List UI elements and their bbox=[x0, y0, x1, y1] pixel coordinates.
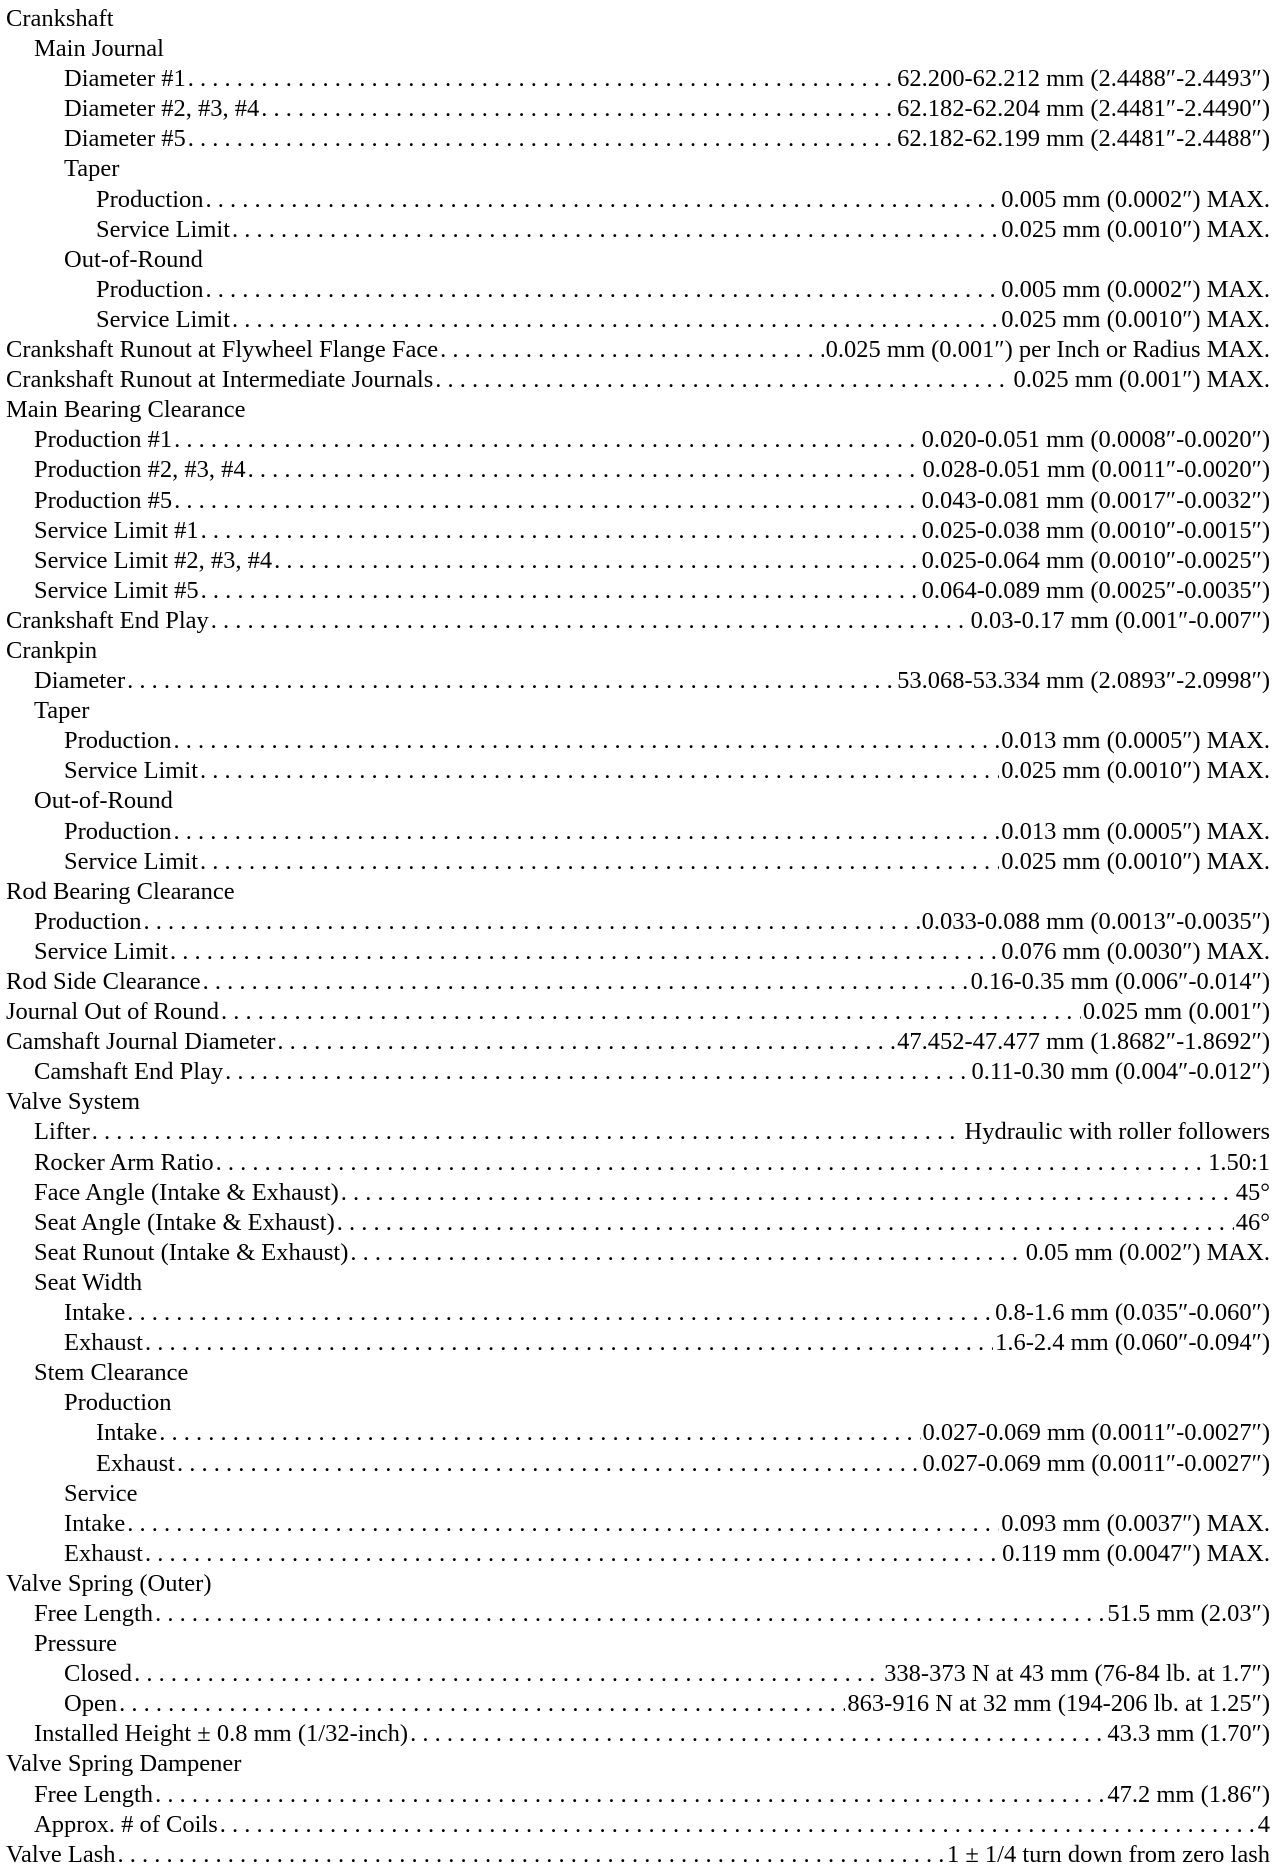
spec-value: 62.182-62.199 mm (2.4481″-2.4488″) bbox=[897, 125, 1270, 153]
spec-label: Service Limit bbox=[96, 305, 231, 333]
dot-leader bbox=[350, 1238, 1023, 1268]
spec-value: 51.5 mm (2.03″) bbox=[1107, 1599, 1270, 1627]
spec-row bbox=[6, 1057, 1270, 1087]
spec-value: 338-373 N at 43 mm (76-84 lb. at 1.7″) bbox=[884, 1660, 1270, 1688]
spec-value: 0.025-0.064 mm (0.0010″-0.0025″) bbox=[921, 546, 1270, 574]
spec-row bbox=[6, 124, 1270, 154]
spec-label: Production bbox=[34, 907, 142, 935]
spec-heading bbox=[6, 786, 1270, 816]
dot-leader bbox=[174, 726, 1000, 756]
dot-leader bbox=[248, 455, 921, 485]
spec-value: 1.6-2.4 mm (0.060″-0.094″) bbox=[995, 1329, 1270, 1357]
dot-leader bbox=[174, 817, 1000, 847]
spec-row bbox=[6, 1509, 1270, 1539]
spec-value: 0.005 mm (0.0002″) MAX. bbox=[1001, 275, 1270, 303]
spec-row bbox=[6, 546, 1270, 576]
spec-label: Diameter #5 bbox=[64, 125, 186, 153]
dot-leader bbox=[435, 365, 1011, 395]
spec-heading bbox=[6, 696, 1270, 726]
dot-leader bbox=[177, 1449, 921, 1479]
spec-label: Closed bbox=[64, 1660, 133, 1688]
dot-leader bbox=[232, 215, 999, 245]
spec-label: Exhaust bbox=[64, 1539, 143, 1567]
spec-label: Service Limit #5 bbox=[34, 576, 199, 604]
spec-label: Rocker Arm Ratio bbox=[34, 1148, 214, 1176]
spec-heading bbox=[6, 1358, 1270, 1388]
spec-row bbox=[6, 1840, 1270, 1870]
dot-leader bbox=[127, 1298, 993, 1328]
spec-value: 0.025-0.038 mm (0.0010″-0.0015″) bbox=[921, 516, 1270, 544]
spec-row bbox=[6, 847, 1270, 877]
spec-row bbox=[6, 1328, 1270, 1358]
spec-label: Main Bearing Clearance bbox=[6, 396, 246, 424]
spec-row bbox=[6, 275, 1270, 305]
dot-leader bbox=[188, 64, 895, 94]
dot-leader bbox=[220, 1810, 1256, 1840]
spec-value: Hydraulic with roller followers bbox=[964, 1118, 1270, 1146]
spec-label: Service Limit bbox=[64, 757, 199, 785]
spec-heading bbox=[6, 1268, 1270, 1298]
spec-label: Taper bbox=[64, 155, 120, 183]
spec-heading bbox=[6, 34, 1270, 64]
spec-value: 46° bbox=[1235, 1208, 1270, 1236]
spec-label: Diameter #1 bbox=[64, 65, 186, 93]
spec-label: Rod Bearing Clearance bbox=[6, 877, 235, 905]
dot-leader bbox=[145, 1328, 993, 1358]
spec-label: Diameter #2, #3, #4 bbox=[64, 95, 260, 123]
spec-value: 0.025 mm (0.0010″) MAX. bbox=[1001, 847, 1270, 875]
spec-value: 1 ± 1/4 turn down from zero lash bbox=[946, 1840, 1270, 1868]
spec-label: Production bbox=[64, 727, 172, 755]
spec-label: Exhaust bbox=[64, 1329, 143, 1357]
spec-label: Production #5 bbox=[34, 486, 173, 514]
spec-row bbox=[6, 1539, 1270, 1569]
spec-row bbox=[6, 997, 1270, 1027]
spec-row bbox=[6, 1780, 1270, 1810]
dot-leader bbox=[144, 907, 920, 937]
spec-row bbox=[6, 455, 1270, 485]
spec-label: Service Limit #2, #3, #4 bbox=[34, 546, 273, 574]
spec-value: 863-916 N at 32 mm (194-206 lb. at 1.25″) bbox=[847, 1690, 1270, 1718]
dot-leader bbox=[221, 997, 1081, 1027]
spec-label: Crankshaft Runout at Intermediate Journals bbox=[6, 366, 434, 394]
spec-heading bbox=[6, 1569, 1270, 1599]
spec-label: Free Length bbox=[34, 1599, 154, 1627]
dot-leader bbox=[119, 1689, 845, 1719]
spec-row bbox=[6, 937, 1270, 967]
spec-value: 47.452-47.477 mm (1.8682″-1.8692″) bbox=[897, 1028, 1270, 1056]
spec-label: Valve Lash bbox=[6, 1840, 116, 1868]
spec-heading bbox=[6, 1087, 1270, 1117]
spec-value: 62.200-62.212 mm (2.4488″-2.4493″) bbox=[897, 65, 1270, 93]
dot-leader bbox=[211, 606, 969, 636]
spec-label: Service Limit bbox=[64, 847, 199, 875]
spec-row bbox=[6, 215, 1270, 245]
spec-value: 0.005 mm (0.0002″) MAX. bbox=[1001, 185, 1270, 213]
spec-row bbox=[6, 1599, 1270, 1629]
dot-leader bbox=[155, 1599, 1105, 1629]
dot-leader bbox=[174, 486, 919, 516]
spec-label: Service Limit #1 bbox=[34, 516, 199, 544]
spec-label: Seat Width bbox=[34, 1268, 143, 1296]
spec-heading bbox=[6, 1629, 1270, 1659]
spec-value: 43.3 mm (1.70″) bbox=[1107, 1720, 1270, 1748]
spec-value: 0.025 mm (0.0010″) MAX. bbox=[1001, 757, 1270, 785]
spec-label: Valve System bbox=[6, 1088, 141, 1116]
spec-label: Valve Spring Dampener bbox=[6, 1750, 242, 1778]
spec-row bbox=[6, 756, 1270, 786]
spec-label: Exhaust bbox=[96, 1449, 175, 1477]
spec-value: 0.025 mm (0.001″) per Inch or Radius MAX. bbox=[825, 336, 1270, 364]
dot-leader bbox=[145, 1539, 1000, 1569]
dot-leader bbox=[155, 1780, 1105, 1810]
dot-leader bbox=[188, 124, 895, 154]
spec-row bbox=[6, 576, 1270, 606]
spec-value: 0.8-1.6 mm (0.035″-0.060″) bbox=[995, 1299, 1270, 1327]
spec-row bbox=[6, 1178, 1270, 1208]
dot-leader bbox=[216, 1148, 1206, 1178]
spec-row bbox=[6, 1238, 1270, 1268]
spec-heading bbox=[6, 4, 1270, 34]
spec-value: 47.2 mm (1.86″) bbox=[1107, 1780, 1270, 1808]
spec-row bbox=[6, 817, 1270, 847]
spec-label: Stem Clearance bbox=[34, 1359, 189, 1387]
dot-leader bbox=[410, 1719, 1105, 1749]
spec-heading bbox=[6, 1388, 1270, 1418]
dot-leader bbox=[274, 546, 919, 576]
spec-label: Crankshaft bbox=[6, 5, 114, 32]
dot-leader bbox=[201, 576, 920, 606]
spec-value: 0.093 mm (0.0037″) MAX. bbox=[1001, 1509, 1270, 1537]
dot-leader bbox=[261, 94, 895, 124]
spec-heading bbox=[6, 877, 1270, 907]
spec-heading bbox=[6, 1749, 1270, 1779]
spec-value: 0.025 mm (0.0010″) MAX. bbox=[1001, 305, 1270, 333]
spec-row bbox=[6, 726, 1270, 756]
spec-row bbox=[6, 335, 1270, 365]
spec-row bbox=[6, 1418, 1270, 1448]
spec-label: Service Limit bbox=[34, 937, 169, 965]
spec-label: Taper bbox=[34, 697, 90, 725]
spec-label: Face Angle (Intake & Exhaust) bbox=[34, 1178, 339, 1206]
spec-row bbox=[6, 606, 1270, 636]
spec-value: 1.50:1 bbox=[1208, 1148, 1270, 1176]
spec-value: 0.033-0.088 mm (0.0013″-0.0035″) bbox=[921, 907, 1270, 935]
spec-label: Production bbox=[96, 185, 204, 213]
spec-value: 0.028-0.051 mm (0.0011″-0.0020″) bbox=[922, 456, 1270, 484]
spec-label: Intake bbox=[64, 1299, 126, 1327]
spec-label: Crankpin bbox=[6, 636, 98, 664]
spec-row bbox=[6, 907, 1270, 937]
spec-label: Service bbox=[64, 1479, 138, 1507]
spec-row bbox=[6, 1208, 1270, 1238]
spec-row bbox=[6, 305, 1270, 335]
spec-value: 0.119 mm (0.0047″) MAX. bbox=[1002, 1539, 1270, 1567]
spec-value: 4 bbox=[1257, 1810, 1270, 1838]
spec-label: Diameter bbox=[34, 667, 126, 695]
spec-value: 0.076 mm (0.0030″) MAX. bbox=[1001, 937, 1270, 965]
spec-row bbox=[6, 1810, 1270, 1840]
dot-leader bbox=[134, 1659, 882, 1689]
dot-leader bbox=[170, 937, 999, 967]
spec-label: Seat Angle (Intake & Exhaust) bbox=[34, 1208, 335, 1236]
spec-value: 0.03-0.17 mm (0.001″-0.007″) bbox=[970, 606, 1270, 634]
spec-label: Journal Out of Round bbox=[6, 998, 219, 1026]
dot-leader bbox=[174, 425, 919, 455]
spec-label: Camshaft End Play bbox=[34, 1058, 224, 1086]
spec-heading bbox=[6, 245, 1270, 275]
spec-value: 0.013 mm (0.0005″) MAX. bbox=[1001, 727, 1270, 755]
dot-leader bbox=[200, 847, 999, 877]
spec-row bbox=[6, 185, 1270, 215]
dot-leader bbox=[127, 666, 895, 696]
spec-value: 0.020-0.051 mm (0.0008″-0.0020″) bbox=[921, 426, 1270, 454]
spec-row bbox=[6, 967, 1270, 997]
spec-value: 0.11-0.30 mm (0.004″-0.012″) bbox=[971, 1058, 1270, 1086]
spec-row bbox=[6, 1027, 1270, 1057]
spec-label: Production bbox=[64, 1389, 172, 1417]
spec-heading bbox=[6, 1479, 1270, 1509]
spec-label: Lifter bbox=[34, 1118, 90, 1146]
spec-value: 0.025 mm (0.001″) MAX. bbox=[1013, 366, 1270, 394]
spec-row bbox=[6, 1117, 1270, 1147]
spec-heading bbox=[6, 154, 1270, 184]
spec-row bbox=[6, 516, 1270, 546]
spec-label: Main Journal bbox=[34, 35, 164, 63]
spec-label: Rod Side Clearance bbox=[6, 968, 201, 995]
spec-value: 0.013 mm (0.0005″) MAX. bbox=[1001, 817, 1270, 845]
spec-label: Production #1 bbox=[34, 426, 173, 454]
spec-heading bbox=[6, 395, 1270, 425]
spec-label: Out-of-Round bbox=[34, 787, 173, 815]
dot-leader bbox=[232, 305, 999, 335]
dot-leader bbox=[118, 1840, 945, 1870]
spec-row bbox=[6, 1449, 1270, 1479]
spec-label: Production bbox=[64, 817, 172, 845]
spec-label: Camshaft Journal Diameter bbox=[6, 1028, 276, 1056]
spec-value: 53.068-53.334 mm (2.0893″-2.0998″) bbox=[897, 667, 1270, 695]
spec-value: 0.043-0.081 mm (0.0017″-0.0032″) bbox=[921, 486, 1270, 514]
spec-row bbox=[6, 666, 1270, 696]
spec-label: Installed Height ± 0.8 mm (1/32-inch) bbox=[34, 1720, 409, 1748]
dot-leader bbox=[200, 756, 999, 786]
spec-value: 45° bbox=[1235, 1178, 1270, 1206]
spec-row bbox=[6, 1659, 1270, 1689]
spec-label: Intake bbox=[96, 1419, 158, 1447]
spec-row bbox=[6, 1689, 1270, 1719]
dot-leader bbox=[203, 967, 969, 997]
dot-leader bbox=[225, 1057, 969, 1087]
spec-label: Open bbox=[64, 1690, 118, 1718]
spec-label: Crankshaft Runout at Flywheel Flange Face bbox=[6, 336, 439, 364]
spec-label: Valve Spring (Outer) bbox=[6, 1569, 212, 1597]
spec-label: Intake bbox=[64, 1509, 126, 1537]
spec-label: Approx. # of Coils bbox=[34, 1810, 218, 1838]
spec-row bbox=[6, 425, 1270, 455]
dot-leader bbox=[440, 335, 824, 365]
spec-value: 0.025 mm (0.0010″) MAX. bbox=[1001, 215, 1270, 243]
spec-label: Crankshaft End Play bbox=[6, 606, 209, 634]
spec-row bbox=[6, 1148, 1270, 1178]
spec-row bbox=[6, 94, 1270, 124]
spec-row bbox=[6, 1719, 1270, 1749]
spec-value: 0.16-0.35 mm (0.006″-0.014″) bbox=[970, 968, 1270, 995]
dot-leader bbox=[337, 1208, 1234, 1238]
spec-row bbox=[6, 486, 1270, 516]
dot-leader bbox=[159, 1418, 920, 1448]
dot-leader bbox=[206, 275, 1000, 305]
dot-leader bbox=[277, 1027, 895, 1057]
spec-row bbox=[6, 365, 1270, 395]
dot-leader bbox=[201, 516, 920, 546]
spec-label: Service Limit bbox=[96, 215, 231, 243]
spec-value: 0.05 mm (0.002″) MAX. bbox=[1025, 1238, 1270, 1266]
spec-label: Production #2, #3, #4 bbox=[34, 456, 246, 484]
dot-leader bbox=[206, 185, 1000, 215]
dot-leader bbox=[127, 1509, 999, 1539]
spec-heading bbox=[6, 636, 1270, 666]
spec-value: 0.064-0.089 mm (0.0025″-0.0035″) bbox=[921, 576, 1270, 604]
spec-value: 0.027-0.069 mm (0.0011″-0.0027″) bbox=[922, 1449, 1270, 1477]
spec-label: Pressure bbox=[34, 1630, 118, 1658]
spec-row bbox=[6, 64, 1270, 94]
spec-value: 0.025 mm (0.001″) bbox=[1082, 998, 1270, 1026]
dot-leader bbox=[92, 1117, 963, 1147]
spec-value: 0.027-0.069 mm (0.0011″-0.0027″) bbox=[922, 1419, 1270, 1447]
spec-label: Out-of-Round bbox=[64, 245, 203, 273]
dot-leader bbox=[341, 1178, 1234, 1208]
spec-label: Production bbox=[96, 275, 204, 303]
spec-value: 62.182-62.204 mm (2.4481″-2.4490″) bbox=[897, 95, 1270, 123]
spec-row bbox=[6, 1298, 1270, 1328]
spec-list bbox=[6, 4, 1270, 1870]
spec-label: Free Length bbox=[34, 1780, 154, 1808]
spec-label: Seat Runout (Intake & Exhaust) bbox=[34, 1238, 349, 1266]
